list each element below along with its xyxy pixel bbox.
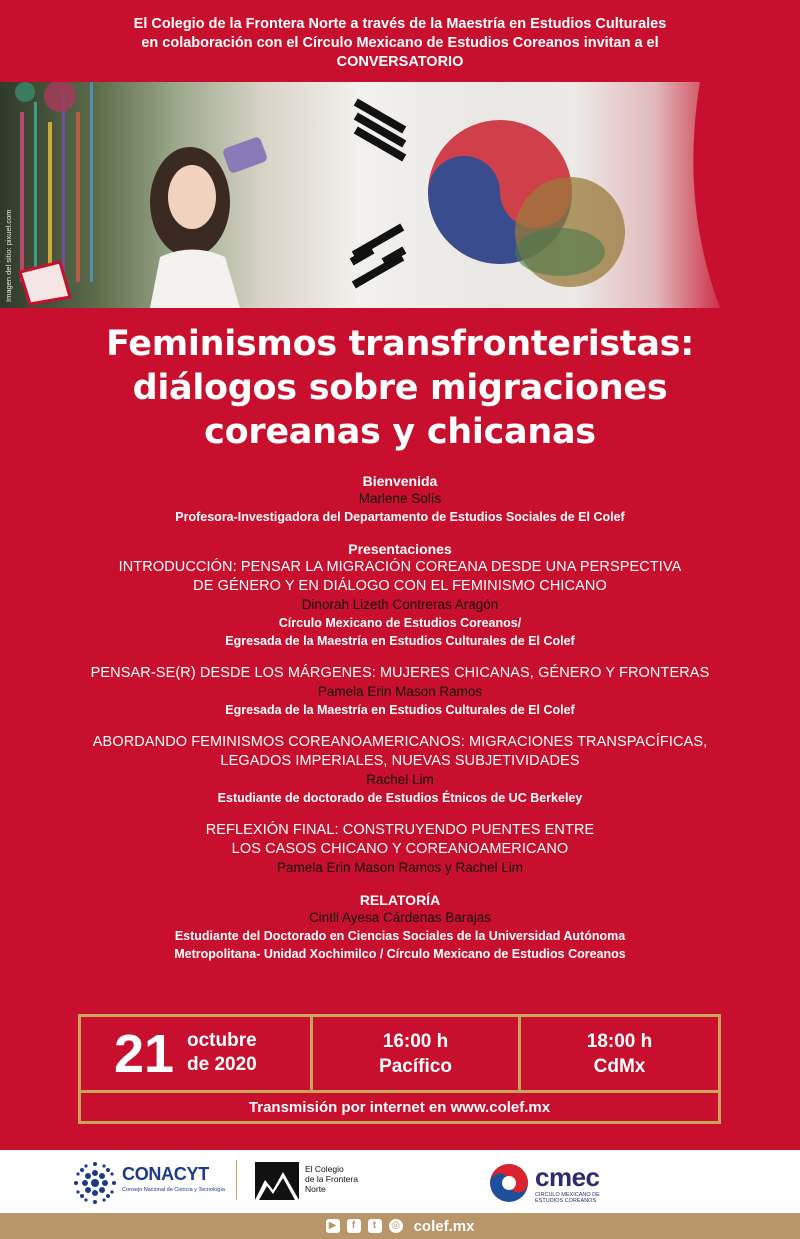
header	[0, 0, 800, 82]
title-line-1: Feminismos transfronteristas:	[106, 324, 694, 364]
colef-emblem-icon	[255, 1162, 299, 1200]
talk-4-speakers: Pamela Erin Mason Ramos y Rachel Lim	[276, 860, 524, 875]
youtube-icon[interactable]: ▶	[326, 1219, 340, 1233]
conacyt-dots-icon	[72, 1160, 118, 1206]
conacyt-subtitle: Consejo Nacional de Ciencia y Tecnología	[122, 1187, 225, 1193]
talk-1-title-line-1: INTRODUCCIÓN: PENSAR LA MIGRACIÓN COREANA DESDE UNA PERSPECTIVA	[118, 559, 682, 575]
event-year: de 2020	[187, 1054, 257, 1075]
conacyt-name: CONACYT	[122, 1164, 209, 1184]
event-title	[0, 322, 800, 454]
talk-1-speaker: Dinorah Lizeth Contreras Aragón	[301, 597, 499, 612]
talk-2-affiliation: Egresada de la Maestría en Estudios Culturales de El Colef	[225, 703, 575, 717]
talk-3-title-line-1: ABORDANDO FEMINISMOS COREANOAMERICANOS: MIGRACIONES TRANSPACÍFICAS,	[92, 734, 708, 750]
cmec-name: cmec	[535, 1162, 600, 1192]
instagram-icon[interactable]: ◎	[389, 1219, 403, 1233]
cmec-logo[interactable]	[488, 1162, 628, 1204]
talk-4-title-line-1: REFLEXIÓN FINAL: CONSTRUYENDO PUENTES ENTRE	[205, 822, 595, 838]
talk-1-affiliation-2: Egresada de la Maestría en Estudios Culturales de El Colef	[225, 634, 575, 648]
relatoria-affiliation-2: Metropolitana- Unidad Xochimilco / Círculo Mexicano de Estudios Coreanos	[174, 947, 626, 961]
footer-logos	[0, 1150, 800, 1213]
date-cell	[81, 1017, 313, 1090]
image-credit: Imagen del sitio: pixuel.com	[4, 209, 13, 302]
cdmx-time: 18:00 h	[586, 1031, 653, 1052]
welcome-affiliation: Profesora-Investigadora del Departamento de Estudios Sociales de El Colef	[175, 510, 625, 524]
event-month-year	[187, 1029, 257, 1077]
talk-3-title-line-2: LEGADOS IMPERIALES, NUEVAS SUBJETIVIDADES	[220, 753, 580, 769]
logo-divider	[236, 1160, 237, 1200]
talk-3-speaker: Rachel Lim	[366, 772, 434, 787]
welcome-speaker: Marlene Solís	[358, 491, 442, 506]
pacific-time: 16:00 h	[382, 1031, 449, 1052]
talk-3-affiliation: Estudiante de doctorado de Estudios Étnicos de UC Berkeley	[217, 791, 583, 805]
cdmx-time-cell	[521, 1017, 718, 1090]
talk-1-affiliation-1: Círculo Mexicano de Estudios Coreanos/	[278, 616, 522, 630]
talk-1-title-line-2: DE GÉNERO Y EN DIÁLOGO CON EL FEMINISMO CHICANO	[193, 578, 607, 594]
event-month: octubre	[187, 1030, 257, 1051]
social-bar	[0, 1213, 800, 1239]
relatoria-speaker: Cintli Ayesa Cárdenas Barajas	[308, 910, 492, 925]
colef-name: El Colegio de la Frontera Norte	[305, 1164, 358, 1194]
title-line-3: coreanas y chicanas	[204, 412, 596, 452]
header-line-2: en colaboración con el Círculo Mexicano de Estudios Coreanos invitan a el	[141, 35, 659, 51]
website-link[interactable]: colef.mx	[413, 1217, 475, 1235]
relatoria-affiliation-1: Estudiante del Doctorado en Ciencias Sociales de la Universidad Autónoma	[174, 929, 626, 943]
event-day: 21	[114, 1024, 175, 1084]
banner-image	[0, 82, 800, 308]
stream-info[interactable]: Transmisión por internet en www.colef.mx	[248, 1099, 551, 1116]
talk-4-title-line-2: LOS CASOS CHICANO Y COREANOAMERICANO	[231, 841, 569, 857]
event-schedule-box	[78, 1014, 721, 1124]
cmec-emblem-icon	[488, 1162, 530, 1204]
title-line-2: diálogos sobre migraciones	[132, 368, 668, 408]
twitter-icon[interactable]: t	[368, 1219, 382, 1233]
banner-illustration	[0, 82, 800, 308]
schedule-row	[81, 1017, 718, 1093]
header-line-3: CONVERSATORIO	[336, 54, 464, 70]
pacific-time-cell	[313, 1017, 521, 1090]
talk-2-speaker: Pamela Erin Mason Ramos	[317, 684, 483, 699]
talk-2-title: PENSAR-SE(R) DESDE LOS MÁRGENES: MUJERES CHICANAS, GÉNERO Y FRONTERAS	[90, 665, 710, 681]
presentations-label: Presentaciones	[348, 541, 452, 557]
welcome-label: Bienvenida	[362, 473, 438, 489]
pacific-zone: Pacífico	[379, 1056, 452, 1077]
conacyt-logo[interactable]	[72, 1160, 232, 1204]
facebook-icon[interactable]: f	[347, 1219, 361, 1233]
colef-logo[interactable]	[255, 1162, 375, 1202]
cmec-subtitle: CÍRCULO MEXICANO DE ESTUDIOS COREANOS	[535, 1192, 600, 1204]
program	[0, 472, 800, 963]
header-line-1: El Colegio de la Frontera Norte a través de la Maestría en Estudios Culturales	[133, 16, 667, 32]
relatoria-label: RELATORÍA	[359, 892, 441, 908]
cdmx-zone: CdMx	[593, 1056, 646, 1077]
